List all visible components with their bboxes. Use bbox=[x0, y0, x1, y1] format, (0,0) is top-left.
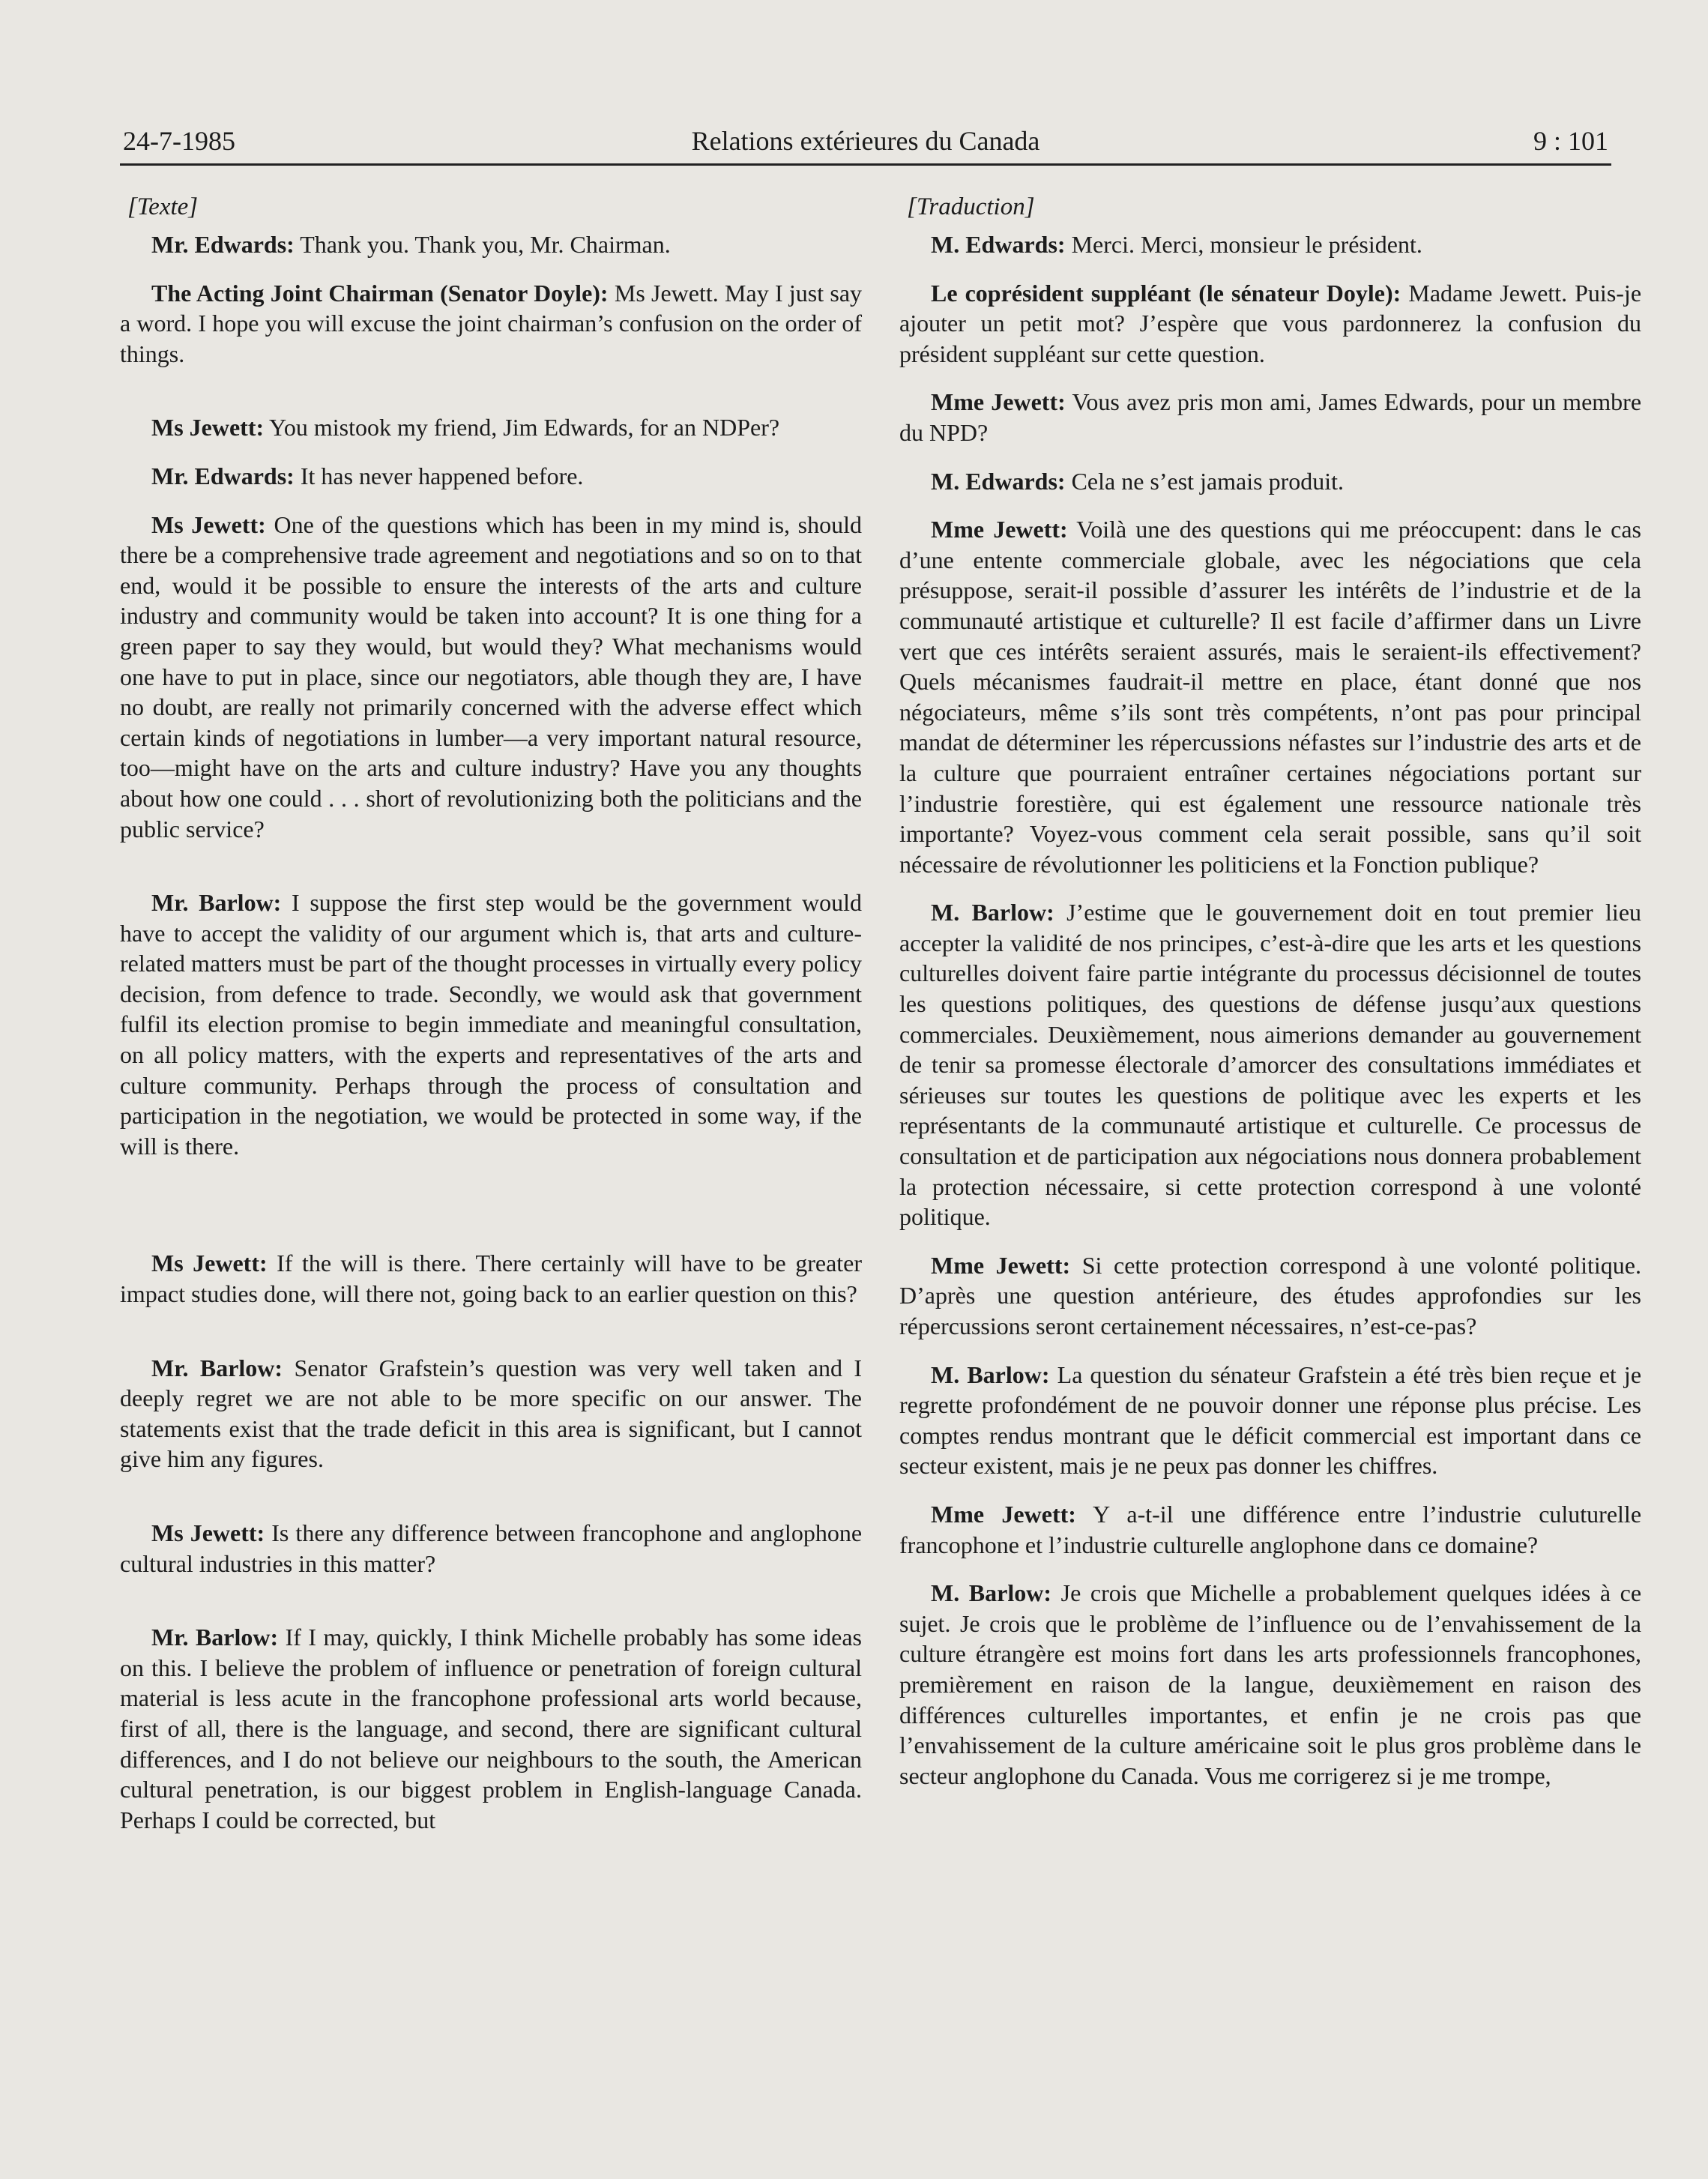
paragraph-text: You mistook my friend, Jim Edwards, for an NDPer? bbox=[268, 414, 780, 441]
paragraph bbox=[120, 412, 862, 443]
paragraph-text: Vous avez pris mon ami, James Edwards, pour un membre du NPD? bbox=[899, 388, 1642, 446]
speaker-name: M. Barlow: bbox=[931, 1360, 1050, 1388]
speaker-name: Mr. Edwards: bbox=[151, 231, 295, 258]
speaker-name: M. Barlow: bbox=[931, 1579, 1052, 1607]
paragraph bbox=[899, 278, 1641, 370]
paragraph-text: Thank you. Thank you, Mr. Chairman. bbox=[300, 231, 671, 258]
header-page-number: 9 : 101 bbox=[1533, 126, 1608, 156]
paragraph-text: Cela ne s’est jamais produit. bbox=[1071, 467, 1345, 495]
speaker-name: Ms Jewett: bbox=[151, 1250, 268, 1277]
header-date: 24-7-1985 bbox=[123, 126, 235, 156]
speaker-name: M. Edwards: bbox=[931, 231, 1066, 258]
english-column bbox=[120, 192, 862, 1853]
speaker-name: Mme Jewett: bbox=[931, 1500, 1076, 1528]
speaker-name: The Acting Joint Chairman (Senator Doyle): bbox=[151, 279, 609, 307]
paragraph bbox=[120, 1353, 862, 1474]
paragraph bbox=[899, 1499, 1641, 1560]
speaker-name: Mme Jewett: bbox=[931, 388, 1066, 416]
paragraph bbox=[120, 461, 862, 492]
paragraph-text: One of the questions which has been in my mind is, should there be a comprehensive trade agreement and negotiations and so on to that end, would it be possible to ensure the interests of the arts and culture industry and community would be taken into account? It is one thing for a green paper to say they would, but would they? What mechanisms would one have to put in place, since our negotiators, able though they are, I have no doubt, are really not primarily concerned with the adverse effect which certain kinds of negotiations in lumber—a very important natural resource, too—might have on the arts and culture industry? Have you any thoughts about how one could . . . short of revolutionizing both the politicians and the public service? bbox=[120, 510, 863, 843]
paragraph-text: Voilà une des questions qui me préoccupent: dans le cas d’une entente commerciale globale, avec les négociations que cela présuppose, serait-il possible d’assurer les intérêts de l’industrie et de la communauté artistique et culturelle? Il est facile d’affirmer dans un Livre vert que ces intérêts seraient assurés, mais le seraient-ils effectivement? Quels mécanismes faudrait-il mettre en place, étant donné que nos négociateurs, même s’ils sont très compétents, n’ont pas pour principal mandat de déterminer les répercussions néfastes sur l’industrie des arts et de la culture que pourraient entraîner certaines négociations portant sur l’industrie forestière, qui est également une ressource nationale très importante? Voyez-vous comment cela serait possible, sans qu’il soit nécessaire de révolutionner les politiciens et la Fonction publique? bbox=[899, 516, 1642, 878]
paragraph-text: J’estime que le gouvernement doit en tout premier lieu accepter la validité de nos principes, c’est-à-dire que les arts et les questions culturelles doivent faire partie intégrante du processus décisionnel de toutes les questions politiques, des questions de défense jusqu’aux questions commerciales. Deuxièmement, nous aimerions demander au gouvernement de tenir sa promesse électorale d’amorcer des consultations immédiates et sérieuses sur toutes les questions de politique avec les experts et les représentants de la communauté artistique et culturelle. Ce processus de consultation et de participation aux négociations nous donnera probablement la protection nécessaire, si cette protection correspond à une volonté politique. bbox=[899, 899, 1642, 1231]
speaker-name: Mr. Barlow: bbox=[151, 889, 282, 917]
paragraph-text: Is there any difference between francophone and anglophone cultural industries in this matter? bbox=[120, 1519, 863, 1577]
paragraph-text: Ms Jewett. May I just say a word. I hope you will excuse the joint chairman’s confusion on the order of things. bbox=[120, 279, 863, 367]
paragraph-text: Si cette protection correspond à une volonté politique. D’après une question antérieure, des études approfondies sur les répercussions seront certainement nécessaires, n’est-ce-pas? bbox=[899, 1251, 1642, 1339]
speaker-name: Ms Jewett: bbox=[151, 1519, 265, 1546]
speaker-name: Ms Jewett: bbox=[151, 510, 266, 538]
paragraph bbox=[899, 897, 1641, 1232]
paragraph bbox=[899, 514, 1641, 879]
paragraph-text: La question du sénateur Grafstein a été très bien reçue et je regrette profondément de ne pouvoir donner une réponse plus précise. Les comptes rendus montrant que le déficit commercial est important dans ce secteur existent, mais je ne peux pas donner les chiffres. bbox=[899, 1360, 1642, 1480]
speaker-name: Mr. Barlow: bbox=[151, 1624, 279, 1651]
paragraph bbox=[120, 229, 862, 260]
paragraph-text: Merci. Merci, monsieur le président. bbox=[1071, 231, 1422, 258]
paragraph bbox=[899, 229, 1641, 260]
speaker-name: Mme Jewett: bbox=[931, 1251, 1071, 1279]
paragraph bbox=[120, 887, 862, 1161]
header-title: Relations extérieures du Canada bbox=[691, 126, 1040, 156]
paragraph bbox=[899, 1578, 1641, 1791]
paragraph bbox=[120, 510, 862, 845]
speaker-name: Mme Jewett: bbox=[931, 516, 1068, 543]
column-label: [Texte] bbox=[127, 193, 199, 220]
paragraph-text: Y a-t-il une différence entre l’industrie culuturelle francophone et l’industrie culturelle anglophone dans ce domaine? bbox=[899, 1500, 1642, 1558]
paragraph-text: Madame Jewett. Puis-je ajouter un petit mot? J’espère que vous pardonnerez la confusion du président suppléant sur cette question. bbox=[899, 279, 1642, 367]
paragraph bbox=[899, 1250, 1641, 1342]
paragraph bbox=[120, 278, 862, 370]
paragraph bbox=[120, 1518, 862, 1579]
paragraph bbox=[899, 466, 1641, 497]
column-label: [Traduction] bbox=[907, 193, 1035, 220]
speaker-name: M. Edwards: bbox=[931, 467, 1066, 495]
paragraph bbox=[120, 1622, 862, 1835]
paragraph bbox=[899, 1360, 1641, 1481]
french-column bbox=[899, 192, 1641, 1809]
paragraph bbox=[899, 387, 1641, 447]
paragraph-text: Je crois que Michelle a probablement quelques idées à ce sujet. Je crois que le problème de l’influence ou de l’envahissement de la culture étrangère est moins fort dans les arts professionnels francophones, premièrement en raison de la langue, deuxièmement en raison des différences culturelles importantes, et enfin je ne crois pas que l’envahissement de la culture américaine soit le plus gros problème dans le secteur anglophone du Canada. Vous me corrigerez si je me trompe, bbox=[899, 1579, 1642, 1789]
paragraph-text: If the will is there. There certainly will have to be greater impact studies done, will there not, going back to an earlier question on this? bbox=[120, 1250, 863, 1308]
speaker-name: Ms Jewett: bbox=[151, 414, 265, 441]
speaker-name: M. Barlow: bbox=[931, 899, 1054, 926]
paragraph-text: If I may, quickly, I think Michelle probably has some ideas on this. I believe the problem of influence or penetration of foreign cultural material is less acute in the francophone professional arts world because, first of all, there is the language, and second, there are significant cultural differences, and I do not believe our neighbours to the south, the American cultural penetration, is our biggest problem in English-language Canada. Perhaps I could be corrected, but bbox=[120, 1624, 863, 1833]
speaker-name: Mr. Barlow: bbox=[151, 1354, 283, 1381]
speaker-name: Mr. Edwards: bbox=[151, 462, 295, 489]
paragraph-text: Senator Grafstein’s question was very well taken and I deeply regret we are not able to be more specific on our answer. The statements exist that the trade deficit in this area is significant, but I cannot give him any figures. bbox=[120, 1354, 863, 1473]
speaker-name: Le coprésident suppléant (le sénateur Doyle): bbox=[931, 279, 1401, 307]
paragraph-text: I suppose the first step would be the government would have to accept the validity of our argument which is, that arts and culture-related matters must be part of the thought processes in virtually every policy decision, from defence to trade. Secondly, we would ask that government fulfil its election promise to begin immediate and meaningful consultation, on all policy matters, with the experts and representatives of the arts and culture community. Perhaps through the process of consultation and participation in the negotiation, we would be protected in some way, if the will is there. bbox=[120, 889, 863, 1160]
page-header bbox=[120, 120, 1611, 166]
paragraph bbox=[120, 1248, 862, 1309]
paragraph-text: It has never happened before. bbox=[300, 462, 584, 489]
